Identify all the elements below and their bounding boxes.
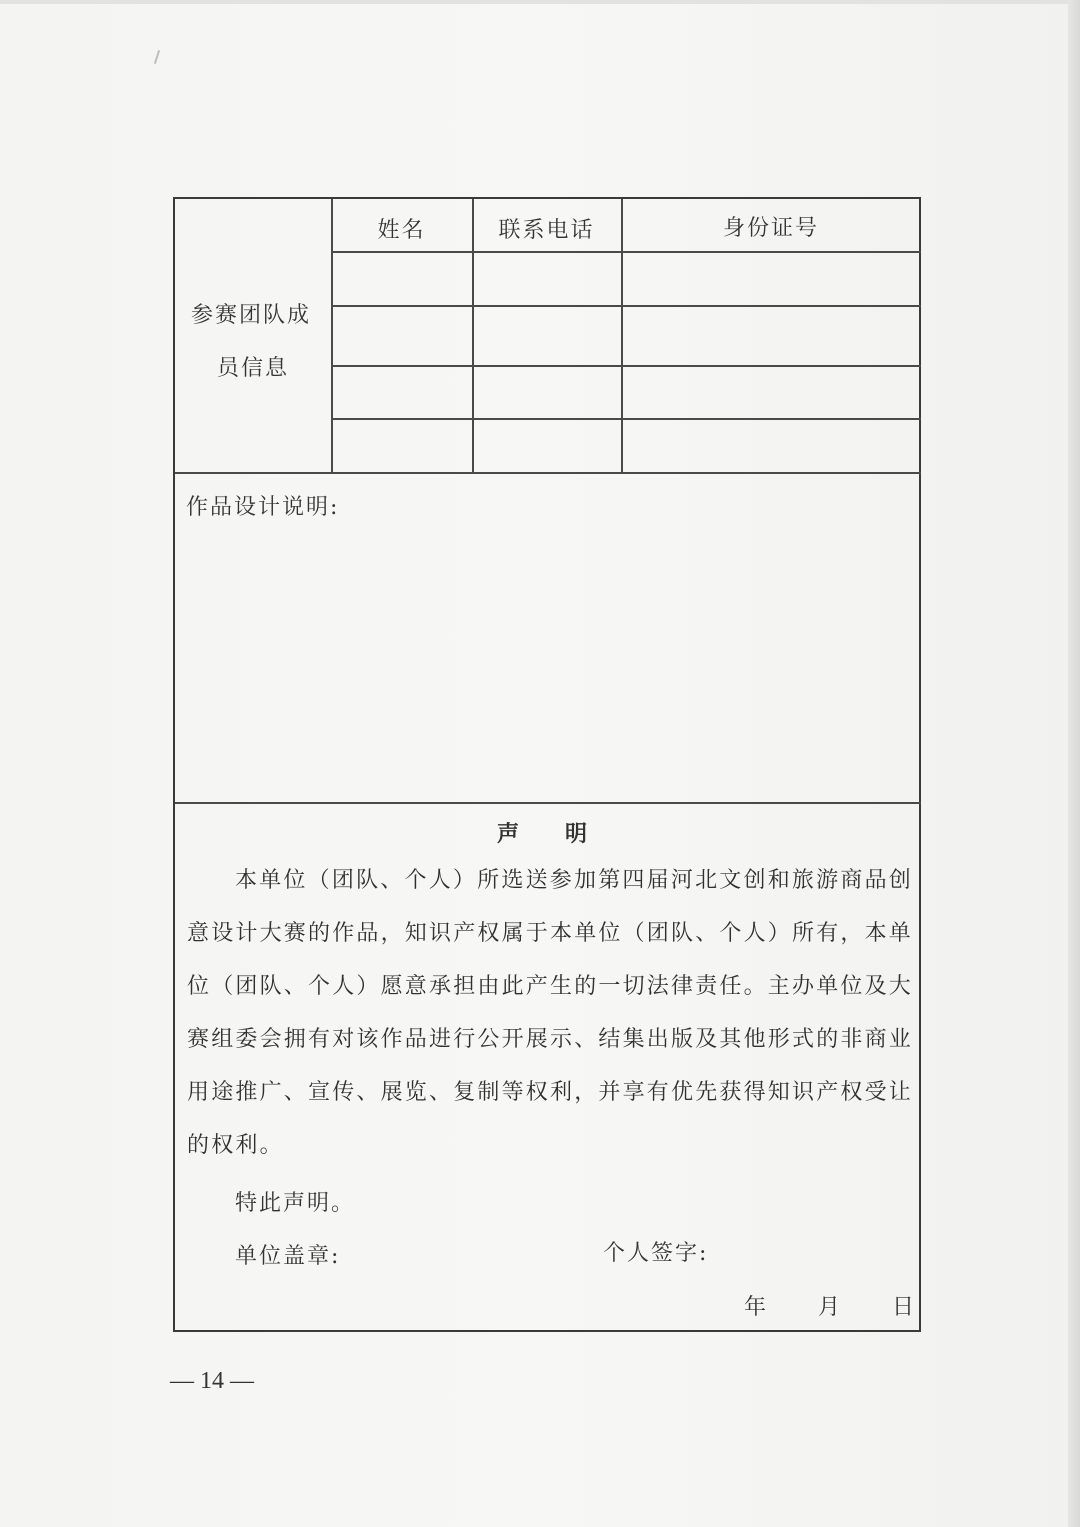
id-number-cell[interactable] — [623, 420, 920, 471]
date-year-label: 年 — [744, 1295, 769, 1320]
team-section-bottom — [175, 472, 921, 474]
page-number: — 14 — — [170, 1368, 254, 1394]
id-number-cell[interactable] — [623, 253, 920, 304]
column-header-phone: 联系电话 — [498, 218, 595, 243]
phone-cell[interactable] — [474, 307, 620, 364]
declaration-closing: 特此声明。 — [235, 1191, 356, 1216]
scan-mark — [154, 50, 160, 64]
name-cell[interactable] — [333, 307, 471, 364]
phone-cell[interactable] — [474, 253, 620, 304]
column-header-id-number: 身份证号 — [722, 216, 819, 241]
name-cell[interactable] — [333, 253, 471, 304]
date-day-label: 日 — [892, 1295, 917, 1320]
design-description-label: 作品设计说明: — [186, 495, 340, 520]
unit-seal-label: 单位盖章: — [235, 1244, 341, 1269]
id-number-cell[interactable] — [623, 307, 920, 364]
scan-right-edge — [1068, 0, 1080, 1527]
column-header-name: 姓名 — [377, 218, 426, 243]
team-info-label-line2: 员信息 — [217, 356, 290, 381]
design-description-area[interactable] — [185, 529, 911, 794]
personal-signature-label: 个人签字: — [603, 1241, 709, 1266]
declaration-body: 本单位（团队、个人）所选送参加第四届河北文创和旅游商品创意设计大赛的作品，知识产权属于本单位（团队、个人）所有，本单位（团队、个人）愿意承担由此产生的一切法律责任。主办单位及大赛组委会拥有对该作品进行公开展示、结集出版及其他形式的非商业用途推广、宣传、展览、复制等权利，并享有优先获得知识产权受让的权利。 — [187, 868, 914, 1158]
date-month-label: 月 — [818, 1295, 843, 1320]
id-number-cell[interactable] — [623, 367, 920, 417]
design-section-bottom — [175, 802, 921, 804]
team-info-label-line1: 参赛团队成 — [191, 303, 312, 328]
name-cell[interactable] — [333, 367, 471, 417]
scan-top-edge — [0, 0, 1080, 4]
name-cell[interactable] — [333, 420, 471, 471]
phone-cell[interactable] — [474, 367, 620, 417]
entry-form-table — [173, 197, 921, 1332]
phone-cell[interactable] — [474, 420, 620, 471]
declaration-title: 声 明 — [496, 821, 599, 847]
